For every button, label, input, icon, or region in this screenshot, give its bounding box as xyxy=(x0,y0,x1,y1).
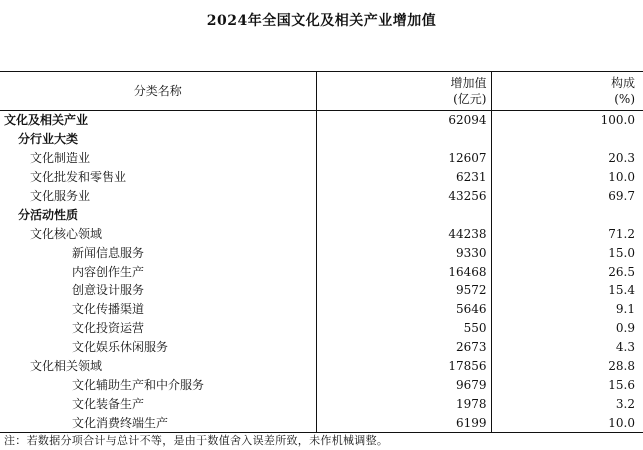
table-row xyxy=(0,224,643,243)
row-share: 10.0 xyxy=(608,170,635,185)
row-name: 文化辅助生产和中介服务 xyxy=(0,375,316,394)
row-name: 内容创作生产 xyxy=(0,262,316,281)
table-row xyxy=(0,357,643,376)
table-row xyxy=(0,394,643,413)
share-header-unit: (%) xyxy=(614,92,635,106)
table-body xyxy=(0,111,643,433)
row-name: 文化娱乐休闲服务 xyxy=(0,338,316,357)
row-value: 9330 xyxy=(316,243,491,262)
value-header xyxy=(316,72,491,111)
row-value: 44238 xyxy=(316,224,491,243)
row-share: 28.8 xyxy=(608,359,635,374)
row-value xyxy=(316,130,491,149)
row-value: 5646 xyxy=(316,300,491,319)
row-share: 15.4 xyxy=(608,283,635,298)
row-name: 文化相关领域 xyxy=(0,357,316,376)
row-value: 2673 xyxy=(316,338,491,357)
row-share: 3.2 xyxy=(615,396,635,411)
table-row xyxy=(0,375,643,394)
row-name: 分行业大类 xyxy=(0,130,316,149)
row-name: 创意设计服务 xyxy=(0,281,316,300)
row-share: 9.1 xyxy=(615,302,635,317)
row-value xyxy=(316,205,491,224)
header-row xyxy=(0,72,643,111)
row-share: 69.7 xyxy=(608,189,635,203)
row-share: 100.0 xyxy=(600,113,635,128)
row-name: 文化核心领域 xyxy=(0,224,316,243)
table-row xyxy=(0,281,643,300)
table-title: 2024年全国文化及相关产业增加值 xyxy=(206,13,437,29)
row-value: 550 xyxy=(316,319,491,338)
table-row xyxy=(0,205,643,224)
row-name: 分活动性质 xyxy=(0,205,316,224)
table-row xyxy=(0,187,643,206)
row-name: 文化消费终端生产 xyxy=(0,413,316,432)
row-share xyxy=(491,205,643,224)
table-row xyxy=(0,168,643,187)
category-header: 分类名称 xyxy=(0,72,316,111)
row-value: 6231 xyxy=(316,168,491,187)
row-value: 16468 xyxy=(316,262,491,281)
row-name: 文化投资运营 xyxy=(0,319,316,338)
row-share: 71.2 xyxy=(608,226,635,241)
row-value: 17856 xyxy=(316,357,491,376)
table-row xyxy=(0,111,643,130)
value-header-title: 增加值 xyxy=(450,76,487,90)
row-value: 62094 xyxy=(316,111,491,130)
row-name: 文化批发和零售业 xyxy=(0,168,316,187)
table-row xyxy=(0,243,643,262)
table-row xyxy=(0,413,643,432)
row-name: 文化传播渠道 xyxy=(0,300,316,319)
row-name: 文化制造业 xyxy=(0,149,316,168)
row-name: 文化及相关产业 xyxy=(0,111,316,130)
row-name: 新闻信息服务 xyxy=(0,243,316,262)
row-value: 1978 xyxy=(316,394,491,413)
row-value: 43256 xyxy=(316,187,491,206)
row-share: 26.5 xyxy=(608,264,635,279)
row-share: 4.3 xyxy=(615,340,635,355)
table-row xyxy=(0,300,643,319)
row-value: 9679 xyxy=(316,375,491,394)
row-share: 0.9 xyxy=(615,321,635,336)
row-share: 15.6 xyxy=(608,377,635,392)
table-row xyxy=(0,130,643,149)
row-share: 20.3 xyxy=(608,151,635,166)
row-share xyxy=(491,130,643,149)
row-value: 6199 xyxy=(316,413,491,432)
table-row xyxy=(0,338,643,357)
row-value: 9572 xyxy=(316,281,491,300)
row-share: 10.0 xyxy=(491,413,643,432)
row-name: 文化服务业 xyxy=(0,187,316,206)
value-header-unit: (亿元) xyxy=(453,92,487,106)
table-row xyxy=(0,319,643,338)
row-name: 文化装备生产 xyxy=(0,394,316,413)
table-header xyxy=(0,72,643,111)
share-header xyxy=(491,72,643,111)
row-value: 12607 xyxy=(316,149,491,168)
row-share: 15.0 xyxy=(608,245,635,260)
footnote: 注：若数据分项合计与总计不等，是由于数值舍入误差所致，未作机械调整。 xyxy=(4,434,389,447)
table-row xyxy=(0,149,643,168)
value-added-table xyxy=(0,71,643,433)
share-header-title: 构成 xyxy=(610,76,635,90)
table-row xyxy=(0,262,643,281)
